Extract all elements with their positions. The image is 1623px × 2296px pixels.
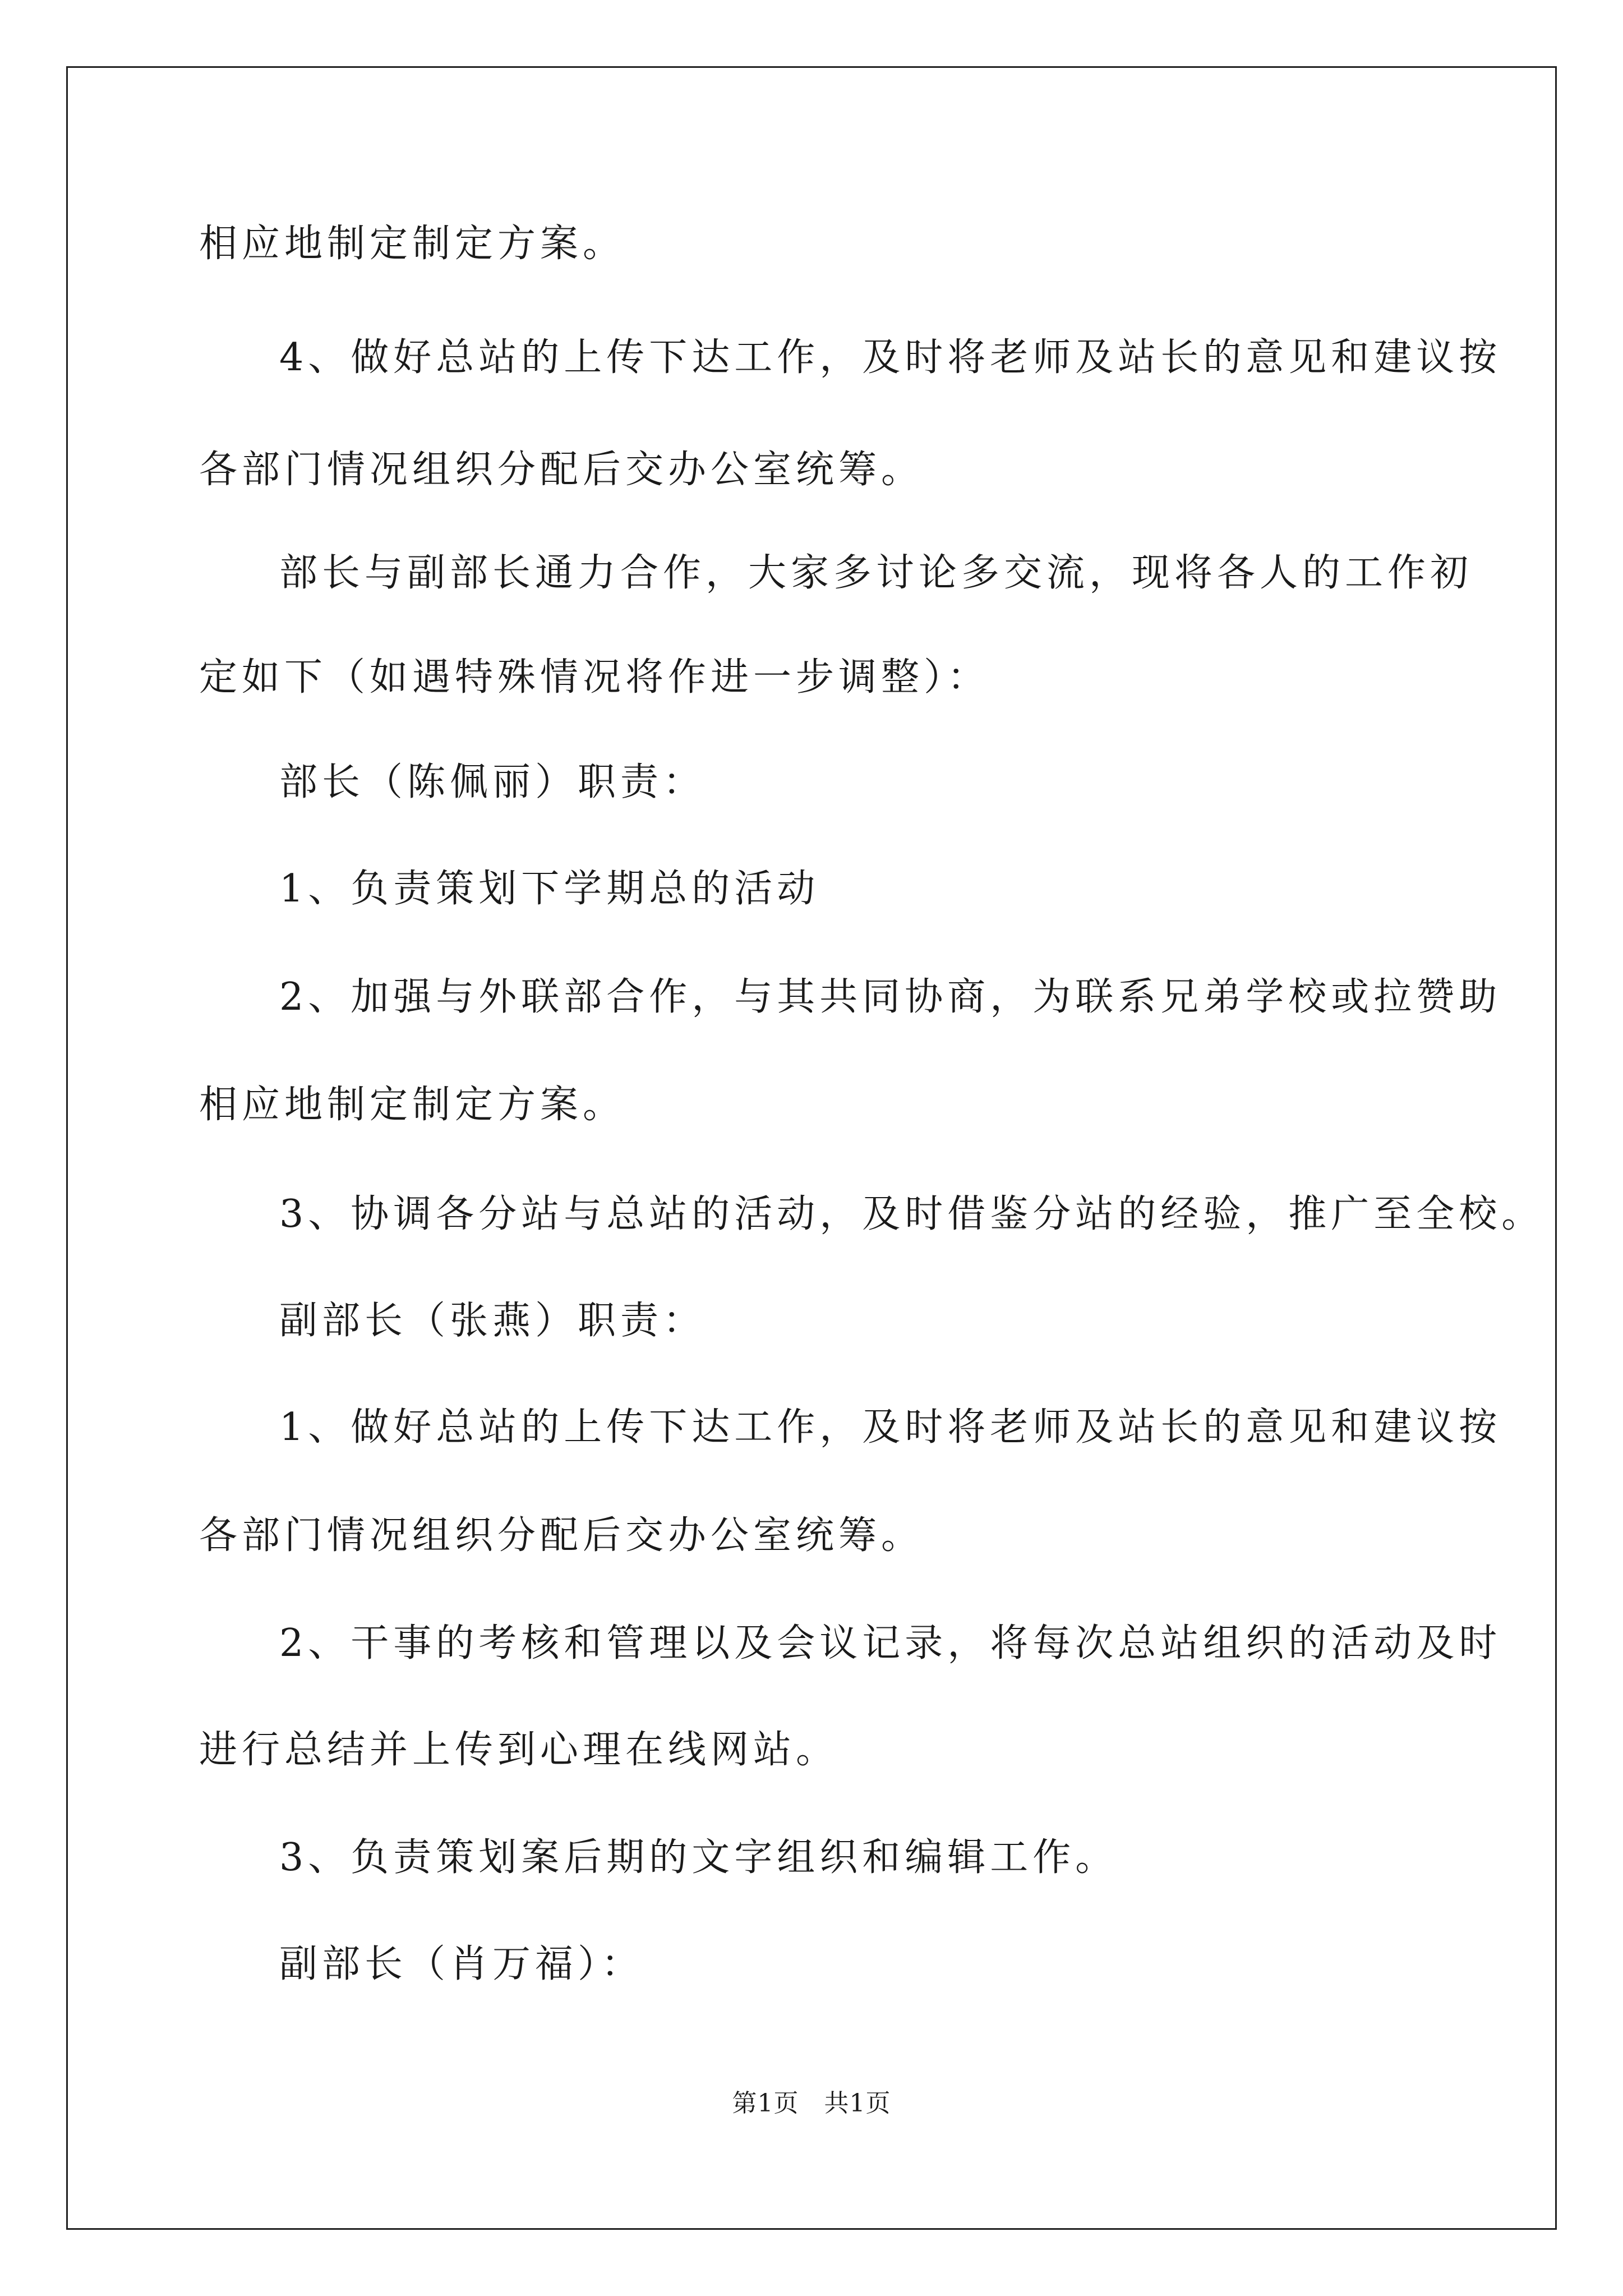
text-line: 3、负责策划案后期的文字组织和编辑工作。	[279, 1835, 1118, 1880]
text-line: 副部长（肖万福）：	[279, 1942, 644, 1986]
text-line: 1、做好总站的上传下达工作，及时将老师及站长的意见和建议按	[279, 1405, 1502, 1450]
text-line: 1、负责策划下学期总的活动	[279, 867, 820, 911]
text-line: 定如下（如遇特殊情况将作进一步调整）：	[199, 655, 990, 700]
text-line: 部长与副部长通力合作，大家多讨论多交流，现将各人的工作初	[279, 551, 1473, 595]
page-number-footer: 第1页 共1页	[732, 2089, 891, 2118]
text-line: 进行总结并上传到心理在线网站。	[199, 1728, 839, 1772]
text-line: 3、协调各分站与总站的活动，及时借鉴分站的经验，推广至全校。	[279, 1192, 1544, 1236]
text-line: 副部长（张燕）职责：	[279, 1299, 706, 1343]
text-line: 各部门情况组织分配后交办公室统筹。	[199, 1513, 924, 1558]
text-line: 相应地制定制定方案。	[199, 1083, 626, 1127]
text-line: 相应地制定制定方案。	[199, 222, 626, 266]
text-line: 2、干事的考核和管理以及会议记录，将每次总站组织的活动及时	[279, 1621, 1502, 1665]
text-line: 2、加强与外联部合作，与其共同协商，为联系兄弟学校或拉赞助	[279, 975, 1502, 1019]
page-border	[66, 66, 1557, 2230]
text-line: 各部门情况组织分配后交办公室统筹。	[199, 448, 924, 492]
text-line: 4、做好总站的上传下达工作，及时将老师及站长的意见和建议按	[279, 335, 1502, 380]
text-line: 部长（陈佩丽）职责：	[279, 760, 706, 804]
